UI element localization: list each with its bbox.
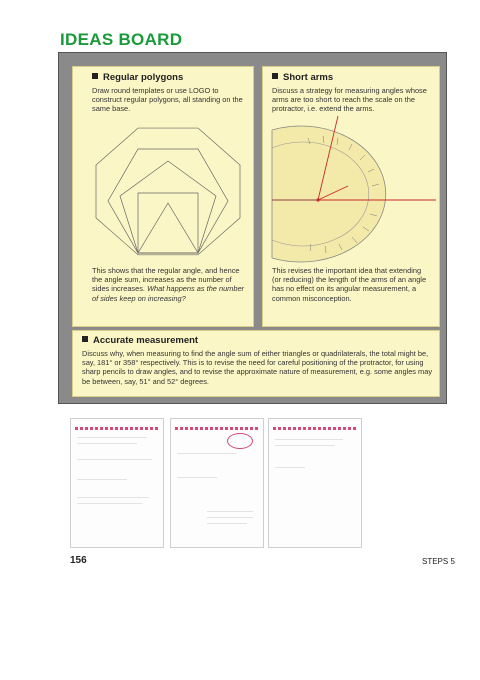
worksheet-thumbnail-1 [70,418,164,548]
polygons-figure [90,118,250,258]
regular-polygons-caption [92,266,250,303]
regular-polygons-intro: Draw round templates or use LOGO to construct regular polygons, all standing on the same base. [92,86,243,114]
bullet-square-icon [272,73,278,79]
accurate-measurement-heading-text: Accurate measurement [93,335,199,346]
protractor-centre-point [316,198,319,201]
short-arms-heading-text: Short arms [283,72,334,83]
worksheet-thumbnail-3 [268,418,362,548]
accurate-measurement-body: Discuss why, when measuring to find the angle sum of either triangles or quadrilaterals, the total might be, say, 181° or 358° respectively. This is to revise the need for careful positioning of the protractor, for using sharp pencils to draw angles, and to revise the approximate nature of measurement, e.g. some angles may be between, say, 51° and 52° degrees. [82,349,433,386]
page-number: 156 [70,555,87,566]
footer-series-label: STEPS 5 [422,557,455,566]
short-arms-heading [272,72,333,83]
pentagon-shape [120,161,216,253]
regular-polygons-caption-plain: This shows that the regular angle, and hence the angle sum, increases as the number of sides increases. [92,266,240,294]
triangle-shape [138,203,198,253]
page-title: IDEAS BOARD [60,30,183,49]
short-arms-caption: This revises the important idea that extending (or reducing) the length of the arms of an angle has no effect on its angular measurement, a common misconception. [272,266,427,303]
regular-polygons-heading [92,72,183,83]
circled-note-mark [227,433,253,449]
bullet-square-icon [92,73,98,79]
square-shape [138,193,198,253]
accurate-measurement-heading [82,335,198,346]
octagon-shape [96,128,240,255]
protractor-figure [268,116,436,266]
regular-polygons-caption-question: What happens as the number of sides keep on increasing? [92,284,245,303]
bullet-square-icon [82,336,88,342]
short-arms-intro: Discuss a strategy for measuring angles whose arms are too short to reach the scale on the protractor, i.e. extend the arms. [272,86,427,114]
hexagon-shape [108,149,228,253]
regular-polygons-heading-text: Regular polygons [103,72,184,83]
worksheet-thumbnail-2 [170,418,264,548]
